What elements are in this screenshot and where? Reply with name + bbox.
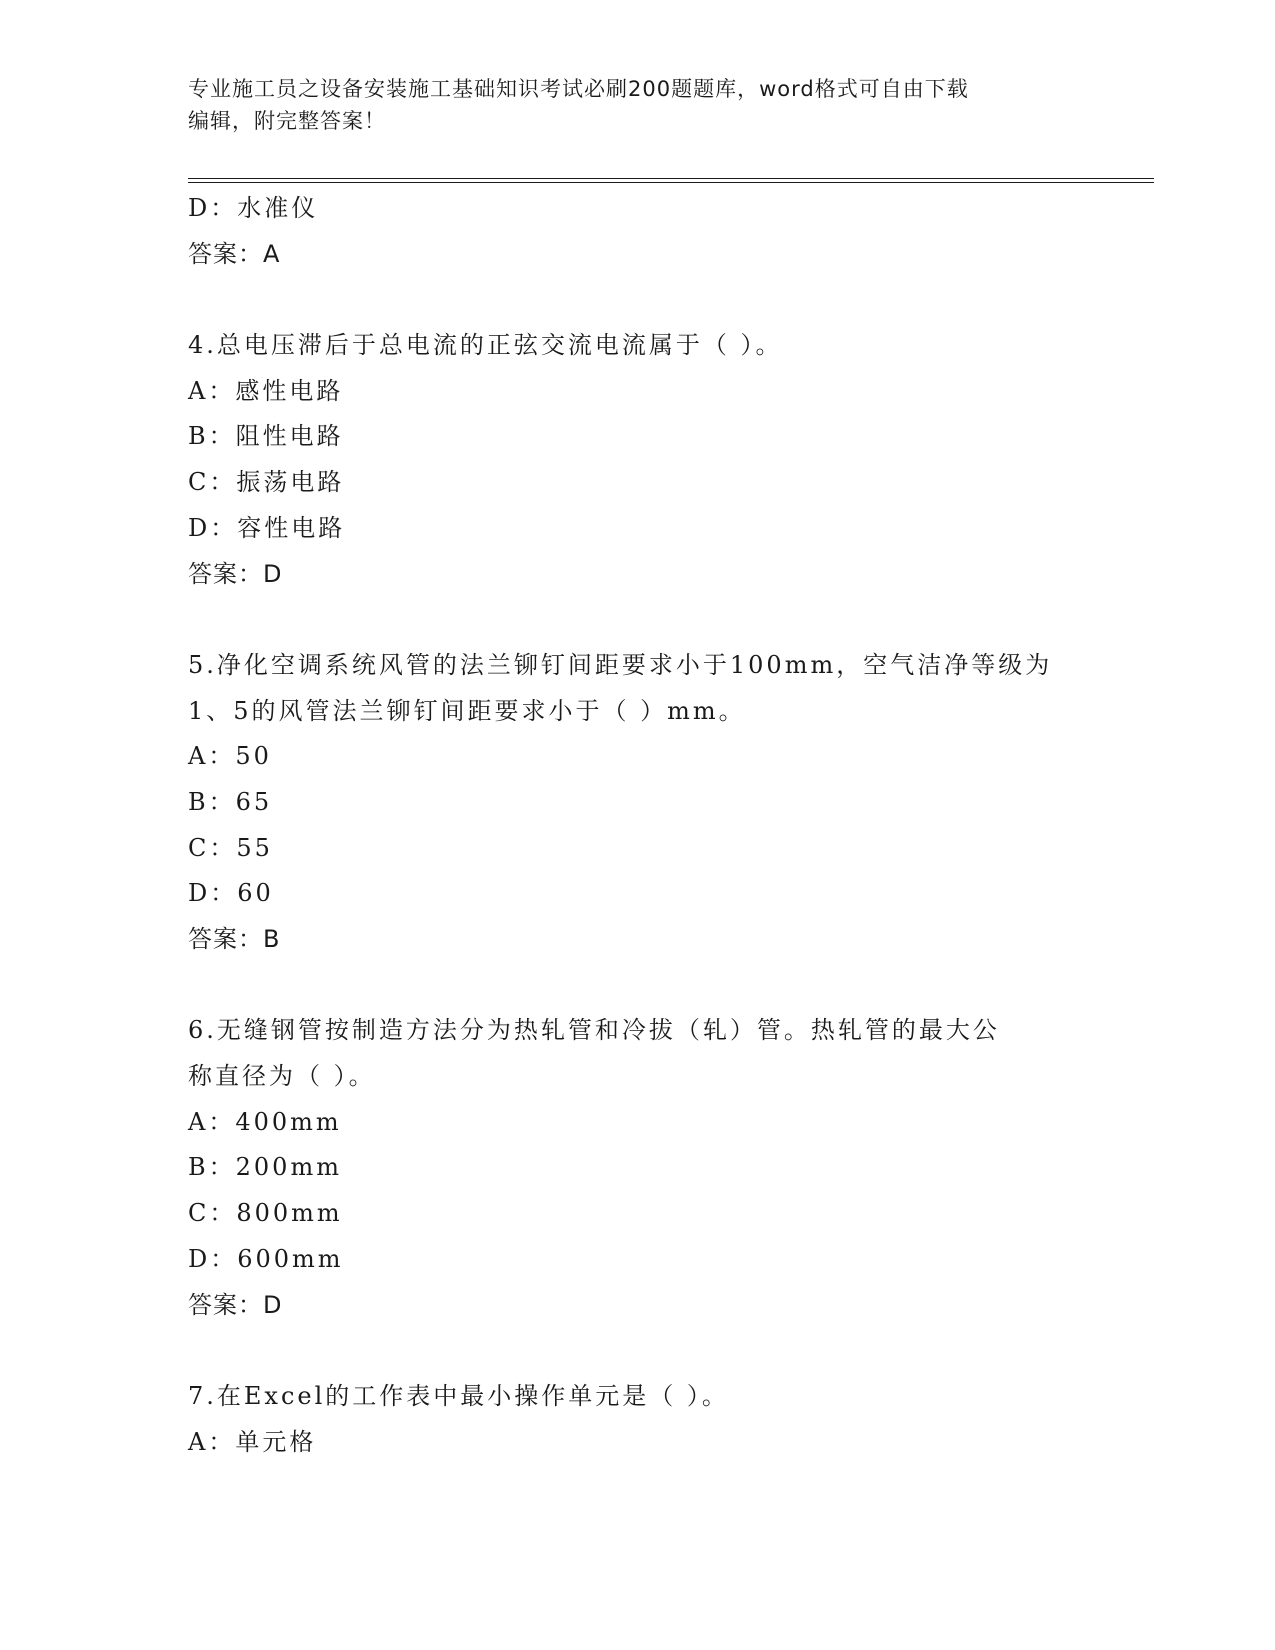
- option-a: A：400mm: [188, 1107, 342, 1136]
- answer: 答案：D: [188, 559, 283, 588]
- question-5: [188, 643, 1128, 963]
- question-stem-line1: 5.净化空调系统风管的法兰铆钉间距要求小于100mm，空气洁净等级为: [188, 650, 1053, 679]
- question-stem-line2: 称直径为（ ）。: [188, 1062, 376, 1091]
- question-list: [188, 186, 1128, 1465]
- option-d: D：水准仪: [188, 194, 319, 222]
- spacer: [188, 1328, 1128, 1374]
- answer: 答案：D: [188, 1290, 283, 1319]
- option-c: C：55: [188, 833, 273, 862]
- question-6: [188, 1008, 1128, 1328]
- question-stem-line2: 1、5的风管法兰铆钉间距要求小于（ ）mm。: [188, 696, 746, 725]
- option-a: A：50: [188, 742, 272, 771]
- header-double-rule: [188, 178, 1154, 183]
- question-4: [188, 323, 1128, 597]
- option-d: D：容性电路: [188, 513, 346, 542]
- spacer: [188, 963, 1128, 1009]
- option-a: A：单元格: [188, 1427, 317, 1456]
- spacer: [188, 597, 1128, 643]
- question-stem: 7.在Excel的工作表中最小操作单元是（ ）。: [188, 1381, 729, 1410]
- question-7: [188, 1374, 1128, 1465]
- option-a: A：感性电路: [188, 376, 344, 405]
- answer: 答案：B: [188, 925, 281, 953]
- option-c: C：振荡电路: [188, 468, 345, 497]
- document-header: [188, 73, 1068, 137]
- option-b: B：200mm: [188, 1153, 342, 1182]
- question-stem-line1: 6.无缝钢管按制造方法分为热轧管和冷拔（轧）管。热轧管的最大公: [188, 1016, 1000, 1045]
- question-stem: 4.总电压滞后于总电流的正弦交流电流属于（ ）。: [188, 331, 783, 360]
- question-3-tail: [188, 186, 1128, 277]
- option-b: B：阻性电路: [188, 422, 344, 451]
- header-title-line2: 编辑，附完整答案！: [188, 109, 386, 133]
- option-c: C：800mm: [188, 1199, 343, 1228]
- option-b: B：65: [188, 787, 273, 816]
- option-d: D：600mm: [188, 1244, 344, 1273]
- answer: 答案：A: [188, 239, 281, 268]
- option-d: D：60: [188, 879, 274, 908]
- spacer: [188, 277, 1128, 323]
- header-title-line1: 专业施工员之设备安装施工基础知识考试必刷200题题库，word格式可自由下载: [188, 77, 969, 101]
